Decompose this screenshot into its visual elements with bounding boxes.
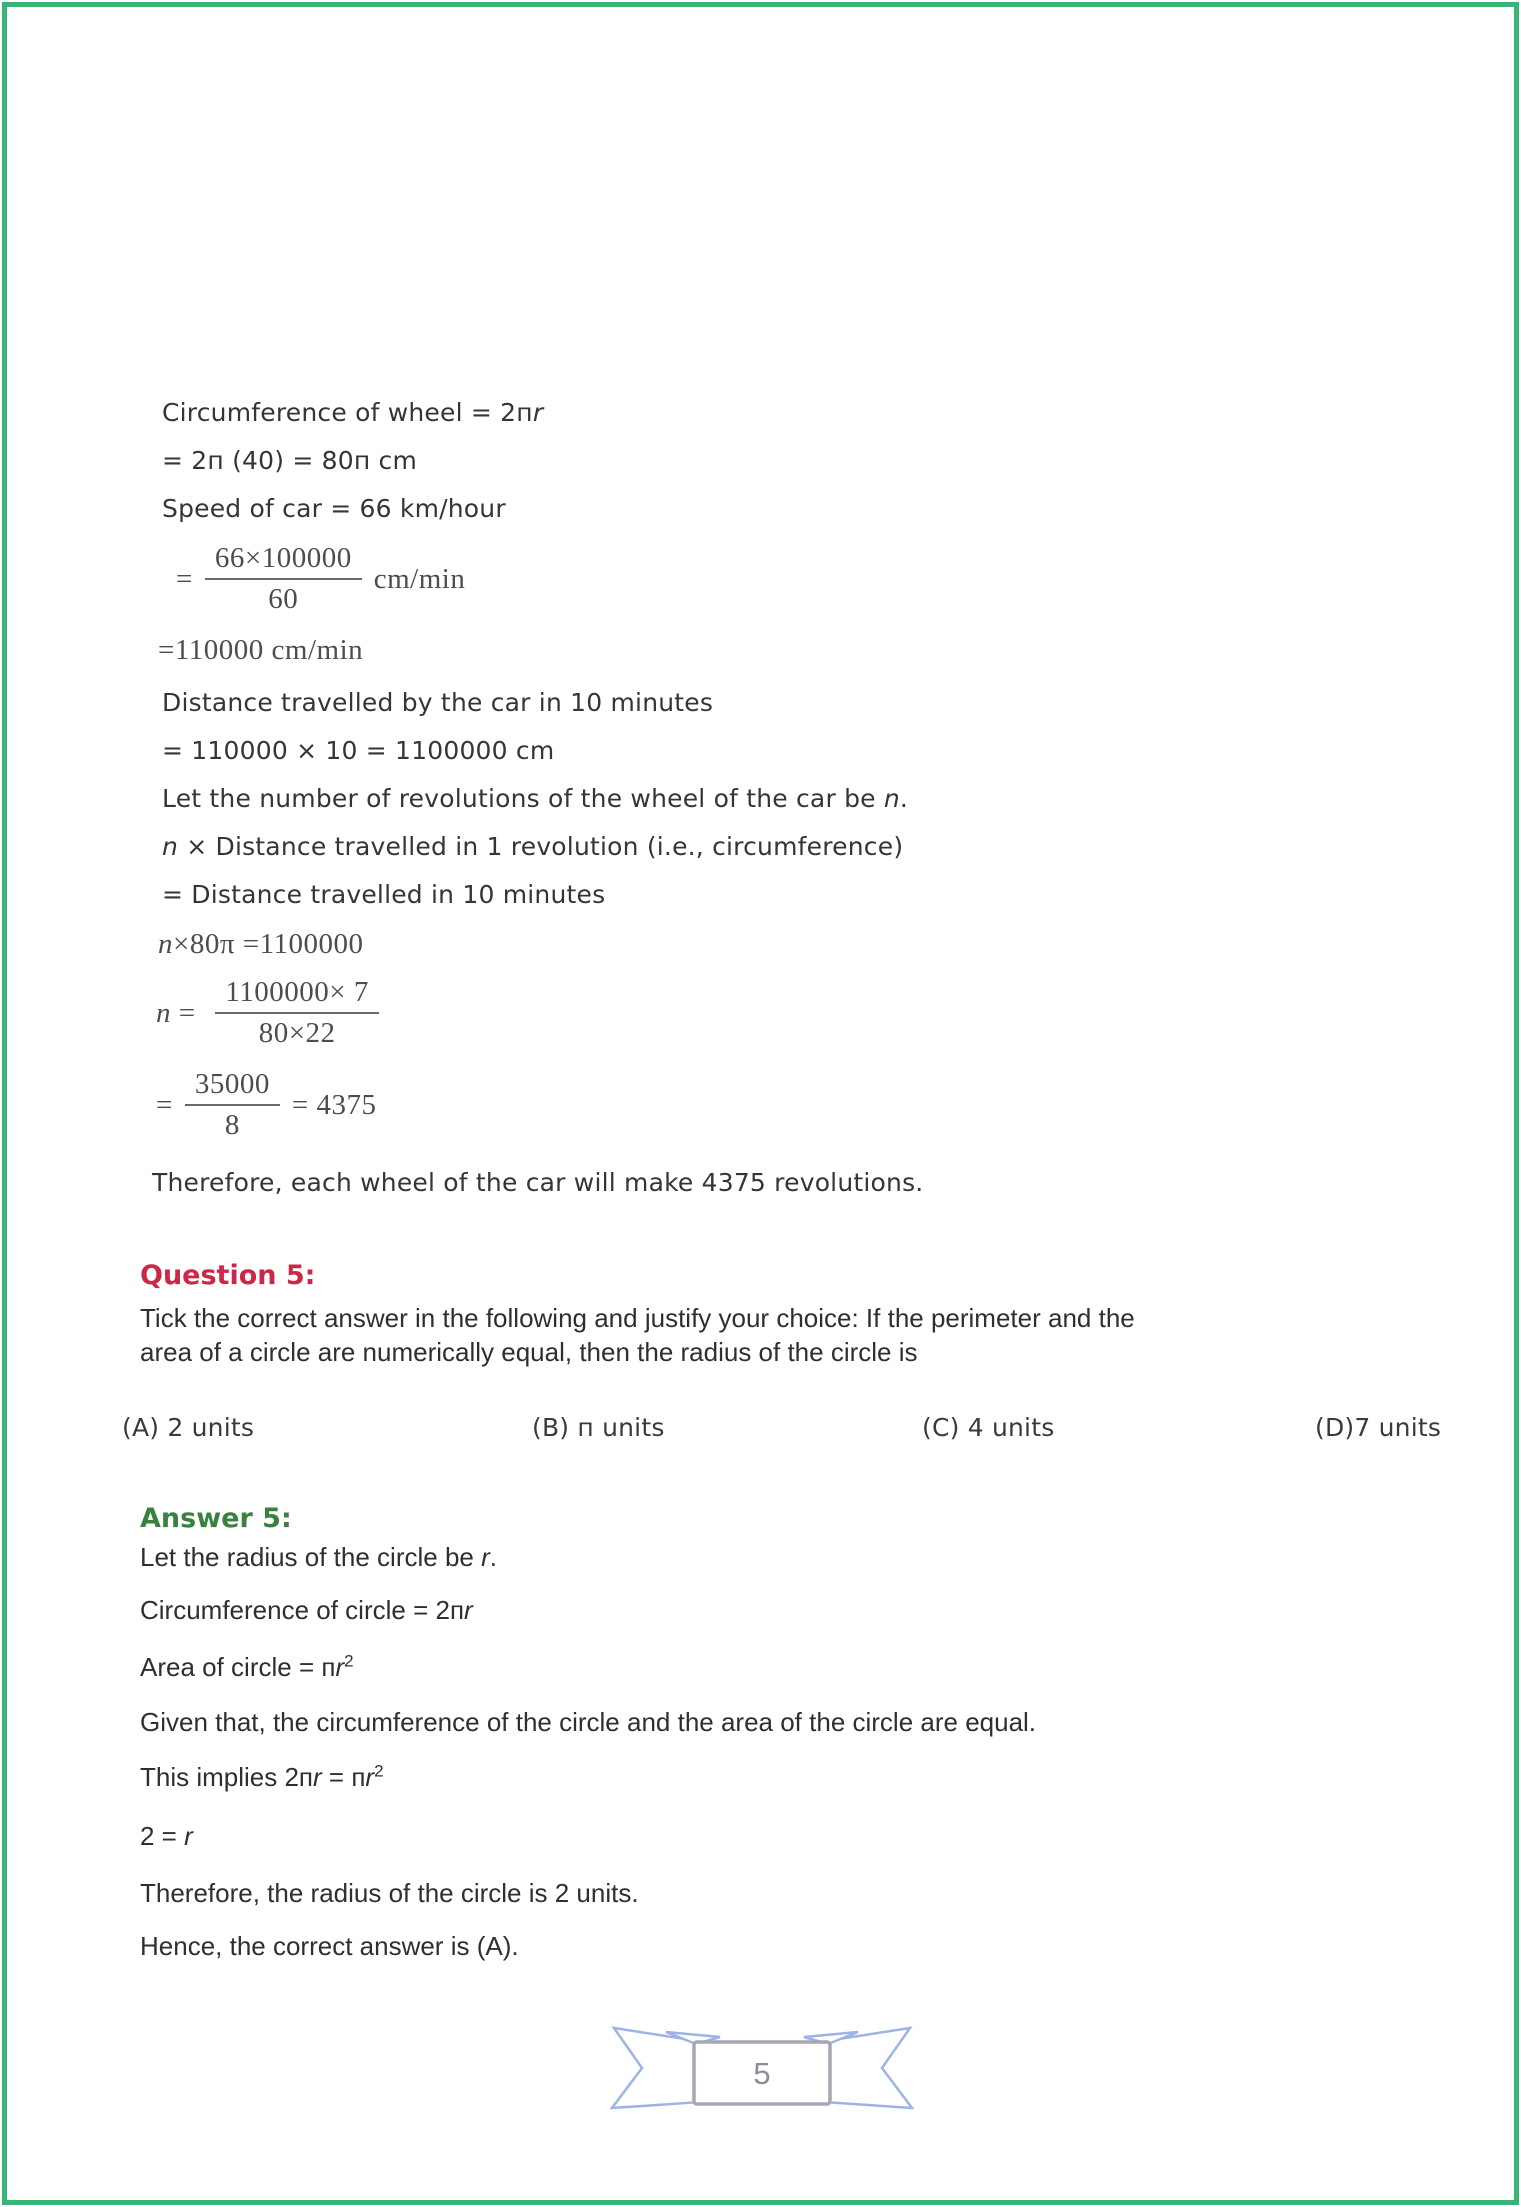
unit-label: cm/min (373, 562, 466, 595)
fraction-numerator: 66×100000 (214, 542, 352, 574)
solution-text: . (899, 784, 909, 813)
solution-line: = 110000 × 10 = 1100000 cm (162, 736, 555, 765)
solution-line: = Distance travelled in 10 minutes (162, 880, 606, 909)
options-row (122, 1413, 1442, 1447)
equals-sign: = (171, 996, 204, 1029)
page-number-ribbon (602, 2012, 922, 2116)
math-text: ×80π =1100000 (173, 928, 364, 960)
variable-r: r (481, 1542, 490, 1572)
fraction-equation (156, 976, 1410, 1050)
answer-line (140, 1595, 1410, 1626)
equals-sign: = (176, 562, 193, 595)
answer-text: . (489, 1542, 497, 1572)
equals-sign: = (156, 1088, 173, 1121)
variable-r: r (335, 1652, 345, 1682)
solution-text: × Distance travelled in 1 revolution (i.e., circumference) (178, 832, 904, 861)
fraction-numerator: 35000 (194, 1068, 270, 1100)
answer-text: Let the radius of the circle be (140, 1542, 482, 1572)
fraction-result: = 4375 (291, 1088, 377, 1121)
solution-block (152, 398, 1410, 1198)
fraction-equation (156, 1068, 1410, 1142)
answer-line: Hence, the correct answer is (A). (140, 1931, 519, 1961)
question-heading: Question 5: (140, 1260, 316, 1291)
answer-line (140, 1821, 1410, 1852)
solution-line: Speed of car = 66 km/hour (162, 494, 506, 523)
fraction (215, 976, 379, 1050)
math-line: =110000 cm/min (158, 634, 364, 666)
answer-text: This implies 2п (140, 1762, 314, 1792)
answer-line (140, 1542, 1410, 1573)
option-d: (D)7 units (1315, 1413, 1442, 1442)
variable-n: n (883, 784, 900, 813)
question-body (140, 1301, 1410, 1369)
solution-line (162, 784, 1410, 814)
page-content (122, 398, 1442, 2116)
solution-line: = 2п (40) = 80п cm (162, 446, 418, 475)
fraction (205, 542, 362, 616)
answer-text: Area of circle = п (140, 1652, 336, 1682)
fraction-denominator: 8 (185, 1104, 280, 1142)
fraction-denominator: 80×22 (215, 1012, 379, 1050)
answer-text: 2 = (140, 1821, 185, 1851)
conclusion-line: Therefore, each wheel of the car will make 4375 revolutions. (152, 1168, 924, 1197)
variable-n: n (162, 832, 179, 861)
solution-line (162, 832, 1410, 862)
option-a: (A) 2 units (122, 1413, 255, 1442)
answer-line: Therefore, the radius of the circle is 2 units. (140, 1878, 639, 1908)
option-b: (B) п units (532, 1413, 665, 1442)
fraction-equation (176, 542, 1410, 616)
math-line (158, 928, 1410, 960)
variable-r: r (184, 1821, 193, 1851)
answer-line (140, 1762, 1410, 1793)
variable-r: r (365, 1762, 375, 1792)
answer-block (140, 1542, 1410, 1962)
option-c: (C) 4 units (922, 1413, 1055, 1442)
variable-r: r (464, 1595, 473, 1625)
answer-heading: Answer 5: (140, 1503, 292, 1534)
question-body-line: area of a circle are numerically equal, then the radius of the circle is (140, 1337, 918, 1367)
variable-r: r (313, 1762, 322, 1792)
fraction-denominator: 60 (205, 578, 362, 616)
superscript-2: 2 (374, 1761, 384, 1781)
variable-r: r (532, 398, 544, 427)
solution-line (162, 398, 1410, 428)
variable-n: n (158, 928, 173, 960)
solution-text: Let the number of revolutions of the wheel of the car be (162, 784, 884, 813)
answer-line (140, 1652, 1410, 1683)
answer-text: Circumference of circle = 2п (140, 1595, 465, 1625)
page-number: 5 (753, 2056, 771, 2091)
fraction (185, 1068, 280, 1142)
answer-line: Given that, the circumference of the circle and the area of the circle are equal. (140, 1707, 1037, 1737)
solution-text: Circumference of wheel = 2п (162, 398, 533, 427)
solution-line: Distance travelled by the car in 10 minutes (162, 688, 714, 717)
fraction-numerator: 1100000× 7 (225, 976, 369, 1008)
question-body-line: Tick the correct answer in the following and justify your choice: If the perimeter and the (140, 1303, 1135, 1333)
superscript-2: 2 (344, 1651, 354, 1671)
answer-text: = п (321, 1762, 366, 1792)
variable-n: n (156, 996, 171, 1029)
